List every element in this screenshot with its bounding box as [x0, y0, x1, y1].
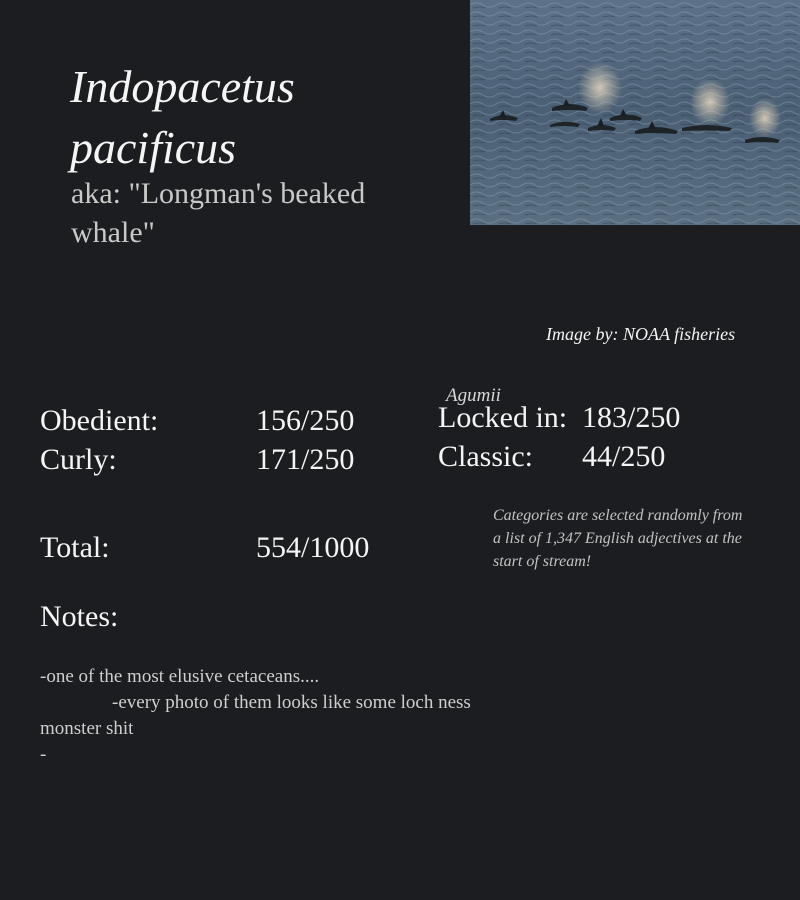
category-value-classic: 44/250	[582, 440, 666, 473]
note-line: -	[40, 744, 47, 765]
category-label-obedient: Obedient:	[40, 404, 159, 437]
species-latin-name-line2: pacificus	[70, 122, 237, 173]
note-line: -one of the most elusive cetaceans....	[40, 666, 320, 687]
watermark-text: Agumii	[446, 385, 501, 406]
categories-note: Categories are selected randomly from a list of 1,347 English adjectives at the start of stream!	[493, 507, 743, 570]
note-line: -every photo of them looks like some loch ness	[112, 692, 471, 713]
species-common-name: aka: "Longman's beaked whale"	[71, 177, 366, 249]
category-label-classic: Classic:	[438, 440, 533, 473]
total-value: 554/1000	[256, 531, 370, 564]
species-latin-name-line1: Indopacetus	[70, 61, 295, 112]
category-value-curly: 171/250	[256, 443, 355, 476]
total-label: Total:	[40, 531, 110, 564]
category-label-curly: Curly:	[40, 443, 117, 476]
photo-credit: Image by: NOAA fisheries	[546, 324, 736, 344]
category-value-locked-in: 183/250	[582, 401, 681, 434]
species-latin-name	[70, 56, 450, 178]
category-label-locked-in: Locked in:	[438, 401, 568, 434]
whale-photo	[470, 0, 800, 225]
note-line: monster shit	[40, 718, 134, 739]
notes-heading: Notes:	[40, 600, 119, 633]
whale-photo-image	[470, 0, 800, 225]
category-value-obedient: 156/250	[256, 404, 355, 437]
